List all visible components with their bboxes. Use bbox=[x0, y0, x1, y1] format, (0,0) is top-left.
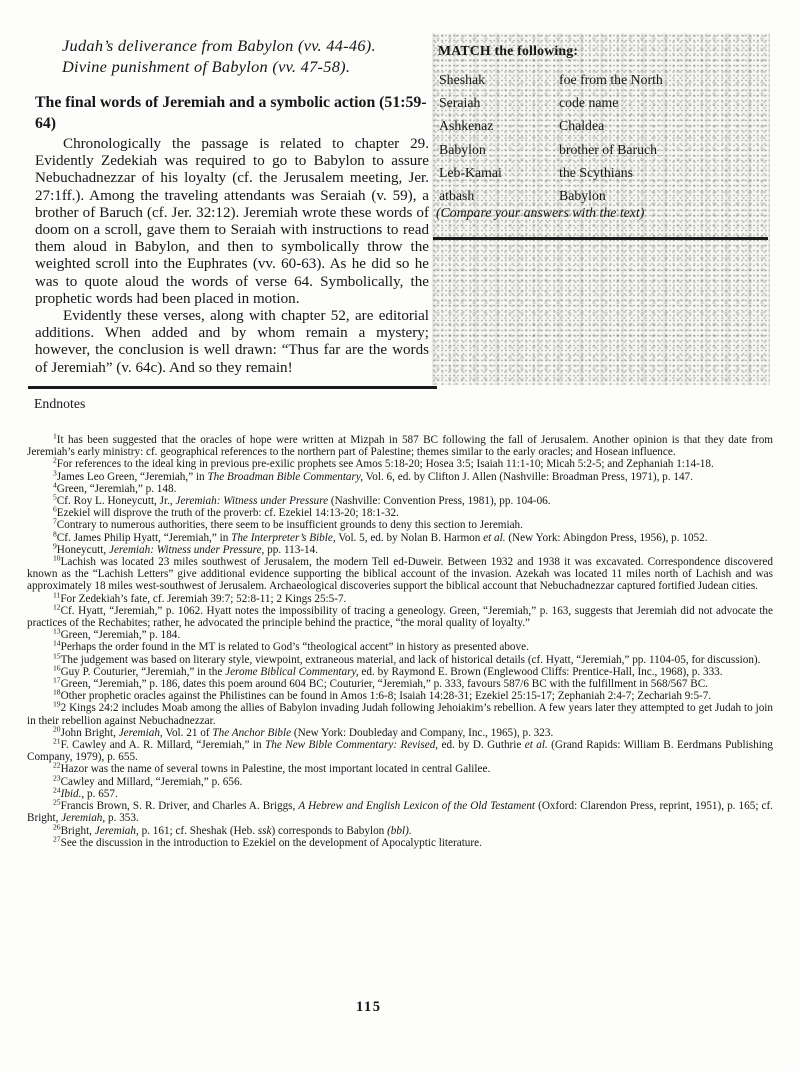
endnote-item: $^{26}$Bright, Jeremiah, p. 161; cf. Sheshak (Heb. ssk) corresponds to Babylon (bbl). bbox=[53, 821, 412, 837]
endnotes-divider-rule bbox=[28, 386, 437, 389]
summary-line: Judah’s deliverance from Babylon (vv. 44-46). bbox=[62, 36, 376, 55]
endnote-number: 2 bbox=[53, 455, 57, 465]
endnote-number: 14 bbox=[53, 638, 61, 648]
endnote-item: $^{24}$Ibid., p. 657. bbox=[53, 785, 118, 800]
endnote-item: $^6$Ezekiel will disprove the truth of the proverb: cf. Ezekiel 14:13-20; 18:1-32. bbox=[53, 504, 399, 520]
match-term: Seraiah bbox=[439, 94, 481, 110]
section-heading: The final words of Jeremiah and a symbolic action (51:59-64) bbox=[35, 94, 427, 132]
endnotes-list bbox=[27, 431, 773, 849]
endnote-number: 24 bbox=[53, 785, 61, 795]
endnote-number: 15 bbox=[53, 650, 61, 660]
endnote-number: 25 bbox=[53, 797, 61, 807]
endnote-number: 1 bbox=[53, 431, 57, 441]
endnote-item: $^{19}$2 Kings 24:2 includes Moab among the allies of Babylon invading Judah following Jehoiakim’s rebellion. A few years later they attempted to get Judah to join in their rebellion against Nebuchadnezzar. bbox=[27, 699, 773, 727]
match-rows bbox=[439, 68, 766, 208]
endnote-number: 11 bbox=[53, 589, 61, 599]
match-exercise-box bbox=[432, 33, 770, 385]
endnote-item: $^{25}$Francis Brown, S. R. Driver, and Charles A. Briggs, A Hebrew and English Lexicon of the Old Testament (Oxford: Clarendon Press, reprint, 1951), p. 165; cf. Bright, Jeremiah, p. 353. bbox=[27, 797, 773, 825]
endnote-number: 13 bbox=[53, 626, 61, 636]
endnote-number: 4 bbox=[53, 480, 57, 490]
endnote-number: 18 bbox=[53, 687, 61, 697]
match-definition: code name bbox=[559, 94, 619, 110]
endnote-item: $^{27}$See the discussion in the introduction to Ezekiel on the development of Apocalyptic literature. bbox=[53, 833, 482, 849]
endnote-item: $^4$Green, “Jeremiah,” p. 148. bbox=[53, 480, 177, 495]
body-text bbox=[35, 136, 429, 377]
endnote-number: 7 bbox=[53, 516, 57, 526]
endnote-item: $^{12}$Cf. Hyatt, “Jeremiah,” p. 1062. Hyatt notes the impossibility of tracing a geneology. Green, “Jeremiah,” p. 163, suggests that Jeremiah did not advocate the practices of the Rechabites; rather, he advocated the principle behind the practice, “the moral quality of loyalty.” bbox=[27, 602, 773, 630]
endnote-item: $^{13}$Green, “Jeremiah,” p. 184. bbox=[53, 626, 181, 642]
endnote-number: 8 bbox=[53, 528, 57, 538]
endnote-item: $^{14}$Perhaps the order found in the MT is related to God’s “theological accent” in history as presented above. bbox=[53, 638, 529, 654]
endnote-item: $^1$It has been suggested that the oracles of hope were written at Mizpah in 587 BC following the fall of Jerusalem. Another opinion is that they date from Jeremiah’s early ministry: cf. geographical references to the northern part of Palestine; themes similar to the early oracles; and Hosean influence. bbox=[27, 431, 773, 459]
match-term: atbash bbox=[439, 188, 475, 204]
endnote-number: 5 bbox=[53, 492, 57, 502]
page-number: 115 bbox=[356, 999, 382, 1015]
match-row bbox=[439, 91, 766, 114]
summary-line: Divine punishment of Babylon (vv. 47-58). bbox=[62, 56, 351, 76]
endnote-number: 27 bbox=[53, 833, 61, 843]
endnote-item: $^{15}$The judgement was based on literary style, viewpoint, extraneous material, and lack of historical details (cf. Hyatt, “Jeremiah,” pp. 1104-05, for discussion). bbox=[53, 650, 761, 666]
match-term: Sheshak bbox=[439, 71, 485, 87]
body-paragraph: Chronologically the passage is related to chapter 29. Evidently Zedekiah was required to go to Babylon to assure Nebuchadnezzar of his loyalty (cf. the Jerusalem meeting, Jer. 27:1ff.). Among the traveling attendants was Seraiah (v. 59), a brother of Baruch (cf. Jer. 32:12). Jeremiah wrote these words of doom on a scroll, gave them to Seraiah with instructions to read them aloud in Babylon, and then to symbolically throw the weighted scroll into the Euphrates (vv. 60-63). As he did so he was to quote aloud the words of verse 64. Symbolically, the prophetic words had been placed in motion. bbox=[35, 136, 429, 307]
match-definition: the Scythians bbox=[559, 164, 633, 180]
match-row bbox=[439, 68, 766, 91]
endnote-item: $^{11}$For Zedekiah’s fate, cf. Jeremiah 39:7; 52:8-11; 2 Kings 25:5-7. bbox=[53, 589, 347, 605]
match-term: Ashkenaz bbox=[439, 118, 494, 134]
endnote-item: $^5$Cf. Roy L. Honeycutt, Jr., Jeremiah: Witness under Pressure (Nashville: Convention Press, 1981), pp. 104-06. bbox=[53, 492, 551, 508]
match-note: (Compare your answers with the text) bbox=[436, 205, 645, 220]
endnote-number: 16 bbox=[53, 663, 61, 673]
endnote-number: 9 bbox=[53, 541, 57, 551]
endnote-number: 12 bbox=[53, 602, 61, 612]
endnote-number: 10 bbox=[53, 553, 61, 563]
endnote-number: 6 bbox=[53, 504, 57, 514]
endnote-number: 3 bbox=[53, 467, 57, 477]
match-row bbox=[439, 161, 766, 184]
endnote-number: 19 bbox=[53, 699, 61, 709]
match-title: MATCH the following: bbox=[438, 43, 579, 58]
match-row bbox=[439, 138, 766, 161]
endnote-number: 23 bbox=[53, 772, 61, 782]
chapter-summary-italics bbox=[62, 36, 444, 77]
endnote-item: $^3$James Leo Green, “Jeremiah,” in The Broadman Bible Commentary, Vol. 6, ed. by Clifton J. Allen (Nashville: Broadman Press, 1971), p. 147. bbox=[53, 467, 693, 483]
endnote-item: $^{16}$Guy P. Couturier, “Jeremiah,” in the Jerome Biblical Commentary, ed. by Raymond E. Brown (Englewood Cliffs: Prentice-Hall, Inc., 1968), p. 333. bbox=[53, 663, 723, 678]
endnote-number: 21 bbox=[53, 736, 61, 746]
endnote-item: $^{22}$Hazor was the name of several towns in Palestine, the most important located in central Galilee. bbox=[53, 760, 491, 776]
match-definition: Chaldea bbox=[559, 118, 605, 134]
match-definition: brother of Baruch bbox=[559, 141, 658, 157]
endnote-number: 22 bbox=[53, 760, 61, 770]
match-term: Babylon bbox=[439, 141, 486, 157]
endnote-item: $^{18}$Other prophetic oracles against the Philistines can be found in Amos 1:6-8; Isaiah 14:28-31; Ezekiel 25:15-17; Zephaniah 2:4-7; Zechariah 9:5-7. bbox=[53, 687, 712, 703]
match-divider-rule bbox=[433, 237, 768, 240]
match-definition: foe from the North bbox=[559, 71, 663, 87]
match-term: Leb-Kamai bbox=[439, 164, 502, 180]
endnote-item: $^{20}$John Bright, Jeremiah, Vol. 21 of The Anchor Bible (New York: Doubleday and Company, Inc., 1965), p. 323. bbox=[53, 724, 554, 739]
endnote-number: 17 bbox=[53, 675, 61, 685]
endnote-item: $^{21}$F. Cawley and A. R. Millard, “Jeremiah,” in The New Bible Commentary: Revised, ed. by D. Guthrie et al. (Grand Rapids: William B. Eerdmans Publishing Company, 1979), p. 655. bbox=[27, 736, 773, 764]
endnote-item: $^{23}$Cawley and Millard, “Jeremiah,” p. 656. bbox=[53, 772, 243, 788]
endnote-item: $^8$Cf. James Philip Hyatt, “Jeremiah,” in The Interpreter’s Bible, Vol. 5, ed. by Nolan B. Harmon et al. (New York: Abingdon Press, 1956), p. 1052. bbox=[53, 528, 708, 544]
body-paragraph: Evidently these verses, along with chapter 52, are editorial additions. When added and by whom remain a mystery; however, the conclusion is well drawn: “Thus far are the words of Jeremiah” (v. 64c). And so they remain! bbox=[35, 308, 429, 376]
endnote-item: $^7$Contrary to numerous authorities, there seem to be insufficient grounds to deny this section to Jeremiah. bbox=[53, 516, 523, 532]
endnote-item: $^{10}$Lachish was located 23 miles southwest of Jerusalem, the modern Tell ed-Duweir. Between 1932 and 1938 it was excavated. Correspondence discovered known as the “Lachish Letters” give additional evidence supporting the biblical account of the invasion. Azekah was located 11 miles north of Lachish and was approximately 18 miles west-southwest of Jerusalem. Archaeological discoveries support the biblical account that Nebuchadnezzar captured fortified Judean cities. bbox=[27, 553, 773, 593]
endnote-item: $^{17}$Green, “Jeremiah,” p. 186, dates this poem around 604 BC; Couturier, “Jeremiah,” p. 333, favours 587/6 BC with the fulfillment in 568/567 BC. bbox=[53, 675, 708, 691]
endnote-number: 26 bbox=[53, 821, 61, 831]
endnote-number: 20 bbox=[53, 724, 61, 734]
endnotes-heading: Endnotes bbox=[34, 396, 86, 411]
endnote-item: $^9$Honeycutt, Jeremiah: Witness under Pressure, pp. 113-14. bbox=[53, 541, 319, 556]
match-row bbox=[439, 115, 766, 138]
endnote-item: $^2$For references to the ideal king in previous pre-exilic prophets see Amos 5:18-20; Hosea 3:5; Isaiah 11:1-10; Micah 5:2-5; and Zephaniah 1:14-18. bbox=[53, 455, 714, 471]
match-definition: Babylon bbox=[559, 188, 606, 204]
